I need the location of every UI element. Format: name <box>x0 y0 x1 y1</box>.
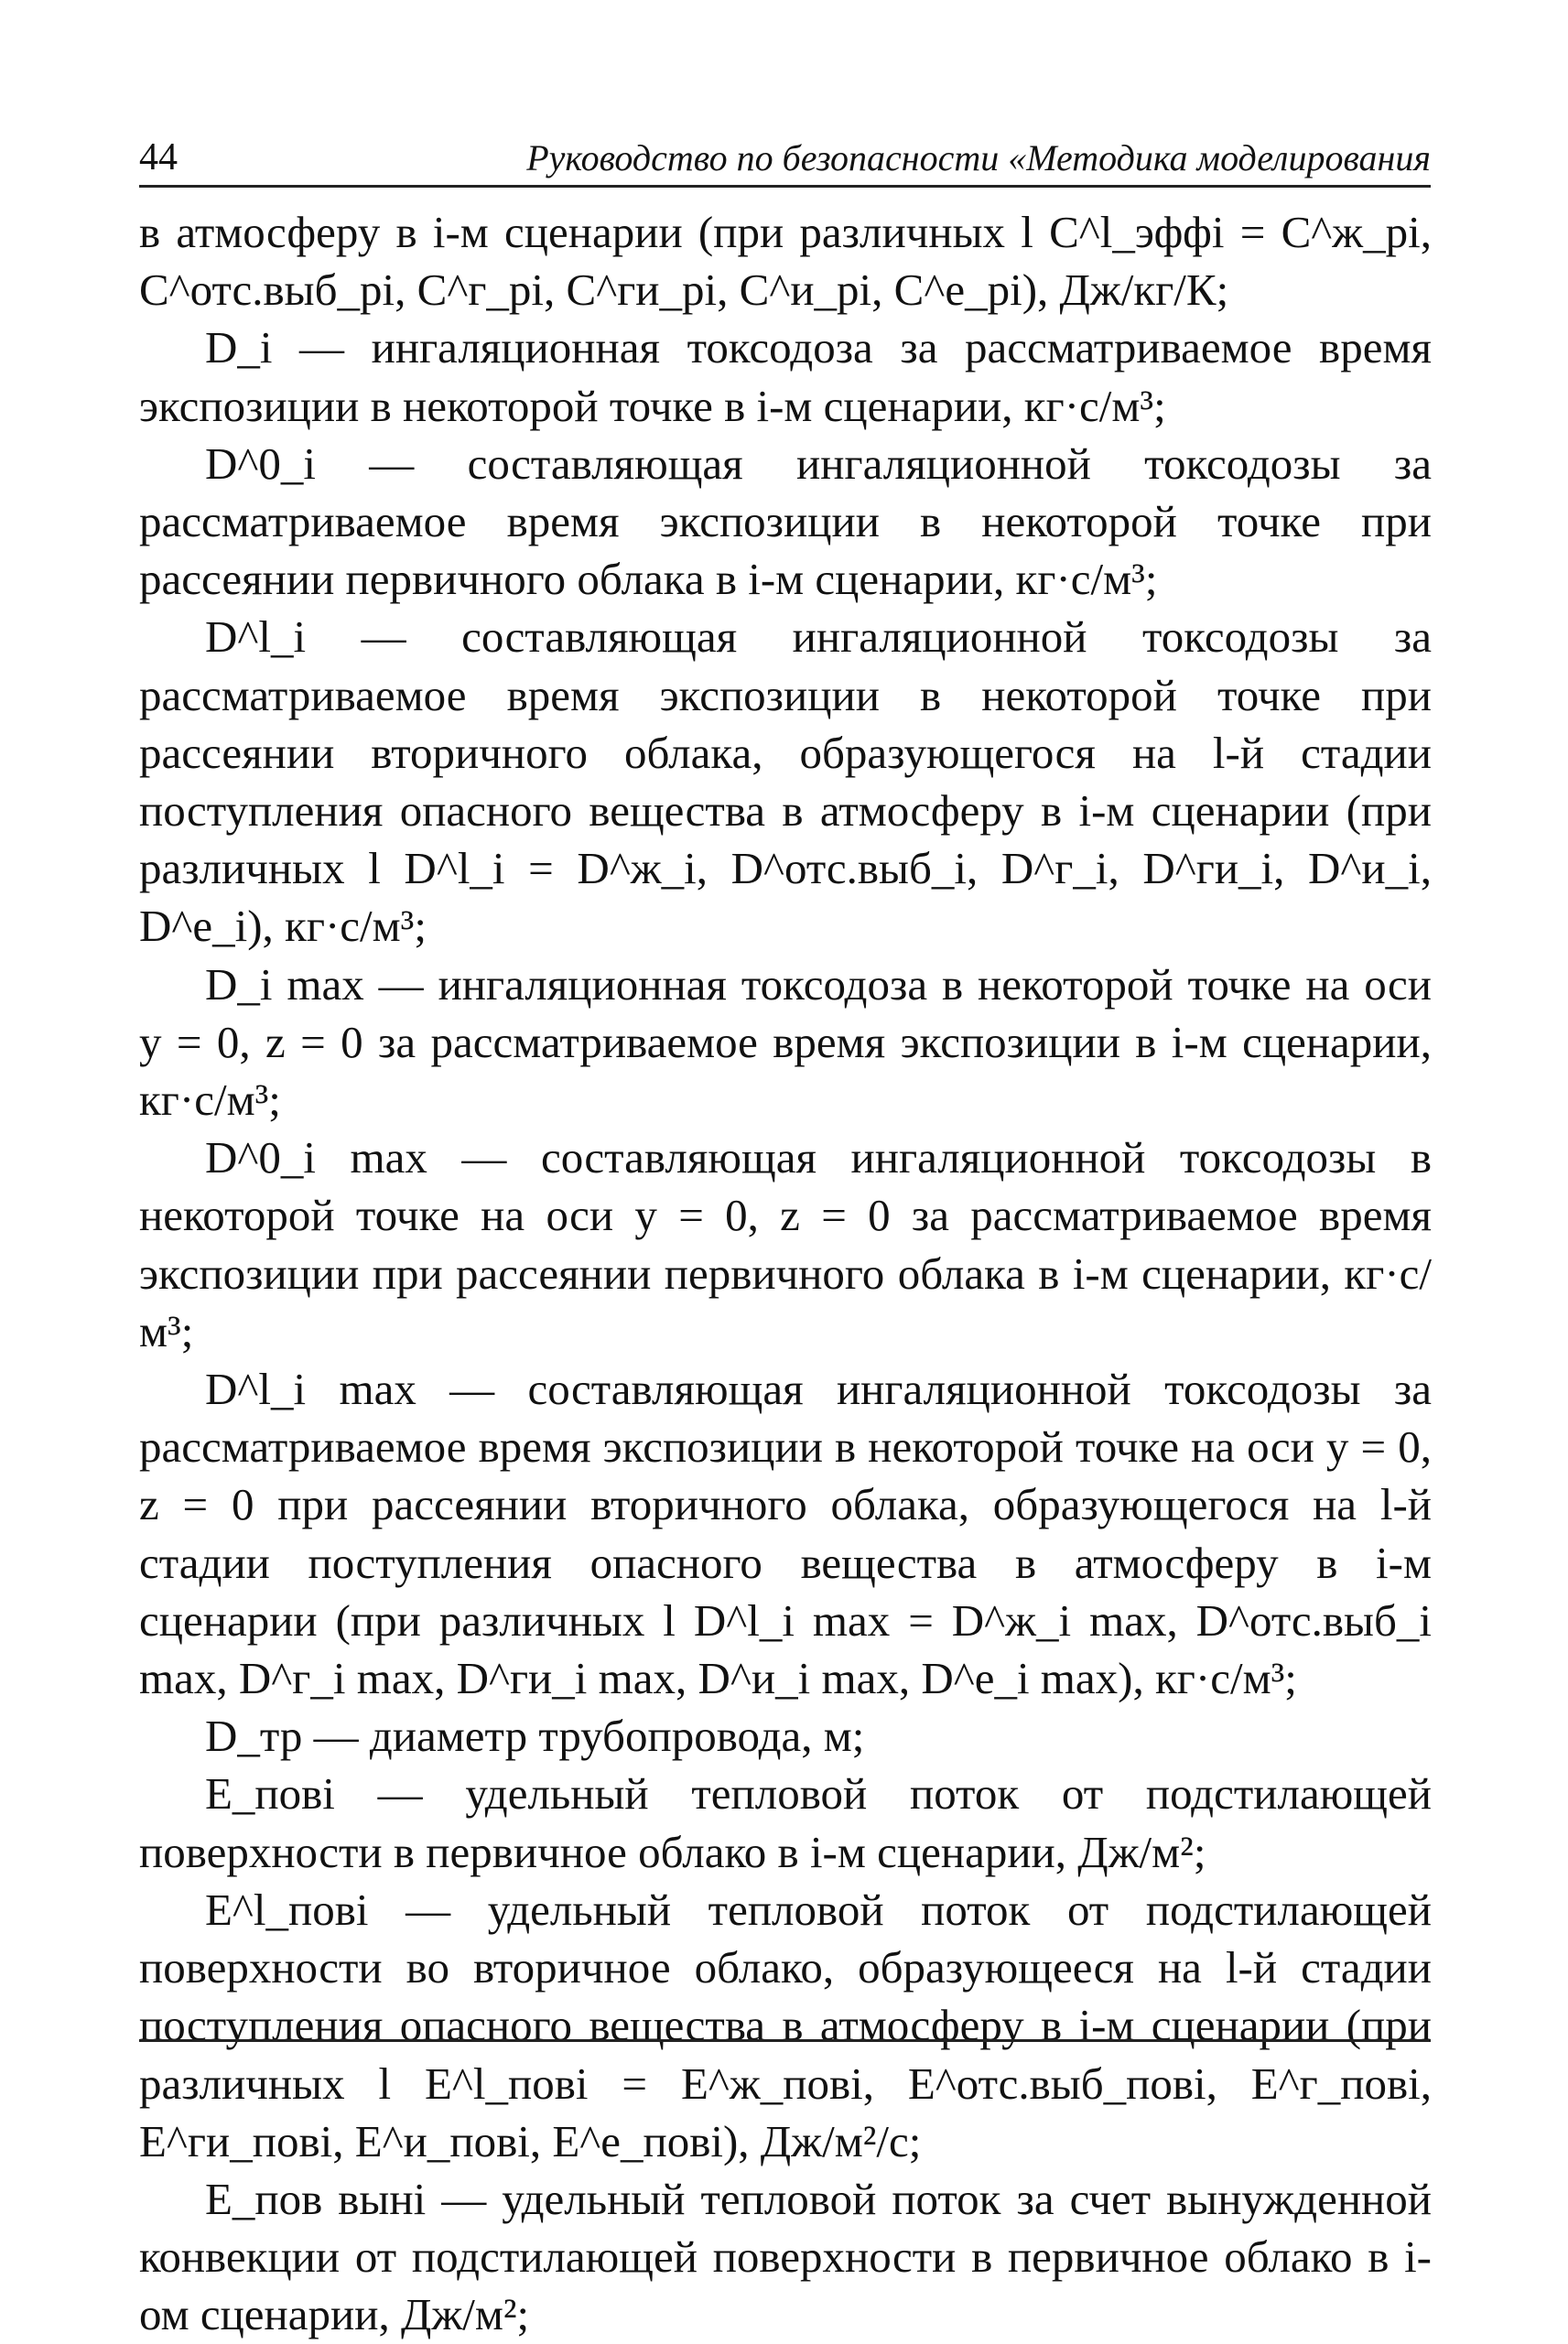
paragraph: в атмосферу в i-м сценарии (при различных l C^l_эффi = C^ж_pi, C^отс.выб_pi, C^г_pi, C^ги_pi, C^и_pi, C^е_pi), Дж/кг/К; <box>139 207 1432 316</box>
paragraph: D_i max — ингаляционная токсодоза в некоторой точке на оси y = 0, z = 0 за рассматриваемое время экспозиции в i-м сценарии, кг·с/м³; <box>139 958 1432 1126</box>
paragraph: D^0_i — составляющая ингаляционной токсодозы за рассматриваемое время экспозиции в некоторой точке при рассеянии первичного облака в i-м сценарии, кг·с/м³; <box>139 437 1432 605</box>
paragraph: D^l_i — составляющая ингаляционной токсодозы за рассматриваемое время экспозиции в некоторой точке при рассеянии вторичного облака, образующегося на l-й стадии поступления опасного вещества в атмосферу в i-м сценарии (при различных l D^l_i = D^ж_i, D^отс.выб_i, D^г_i, D^ги_i, D^и_i, D^е_i), кг·с/м³; <box>139 611 1432 952</box>
paragraph: E_повi — удельный тепловой поток от подстилающей поверхности в первичное облако в i-м сценарии, Дж/м²; <box>139 1768 1432 1877</box>
paragraph: D_i — ингаляционная токсодоза за рассматриваемое время экспозиции в некоторой точке в i-м сценарии, кг·с/м³; <box>139 322 1432 431</box>
page-header <box>139 130 1431 188</box>
paragraph: D^l_i max — составляющая ингаляционной токсодозы за рассматриваемое время экспозиции в некоторой точке на оси y = 0, z = 0 при рассеянии вторичного облака, образующегося на l-й стадии поступления опасного вещества в атмосферу в i-м сценарии (при различных l D^l_i max = D^ж_i max, D^отс.выб_i max, D^г_i max, D^ги_i max, D^и_i max, D^е_i max), кг·с/м³; <box>139 1364 1432 1704</box>
page-number: 44 <box>139 136 178 178</box>
paragraph: E_пов вынi — удельный тепловой поток за счет вынужденной конвекции от подстилающей поверхности в первичное облако в i-ом сценарии, Дж/м²; <box>139 2173 1432 2340</box>
paragraph: E^l_повi — удельный тепловой поток от подстилающей поверхности во вторичное облако, образующееся на l-й стадии поступления опасного вещества в атмосферу в i-м сценарии (при различных l E^l_повi = E^ж_повi, E^отс.выб_повi, E^г_повi, E^ги_повi, E^и_повi, E^е_повi), Дж/м²/с; <box>139 1884 1432 2166</box>
paragraph: D_тр — диаметр трубопровода, м; <box>205 1711 865 1762</box>
paragraph: D^0_i max — составляющая ингаляционной токсодозы в некоторой точке на оси y = 0, z = 0 за рассматриваемое время экспозиции при рассеянии первичного облака в i-м сценарии, кг·с/м³; <box>139 1132 1432 1356</box>
footer-rule <box>139 2039 1431 2042</box>
running-title: Руководство по безопасности «Методика моделирования <box>526 137 1431 178</box>
body-text <box>139 203 1432 2344</box>
